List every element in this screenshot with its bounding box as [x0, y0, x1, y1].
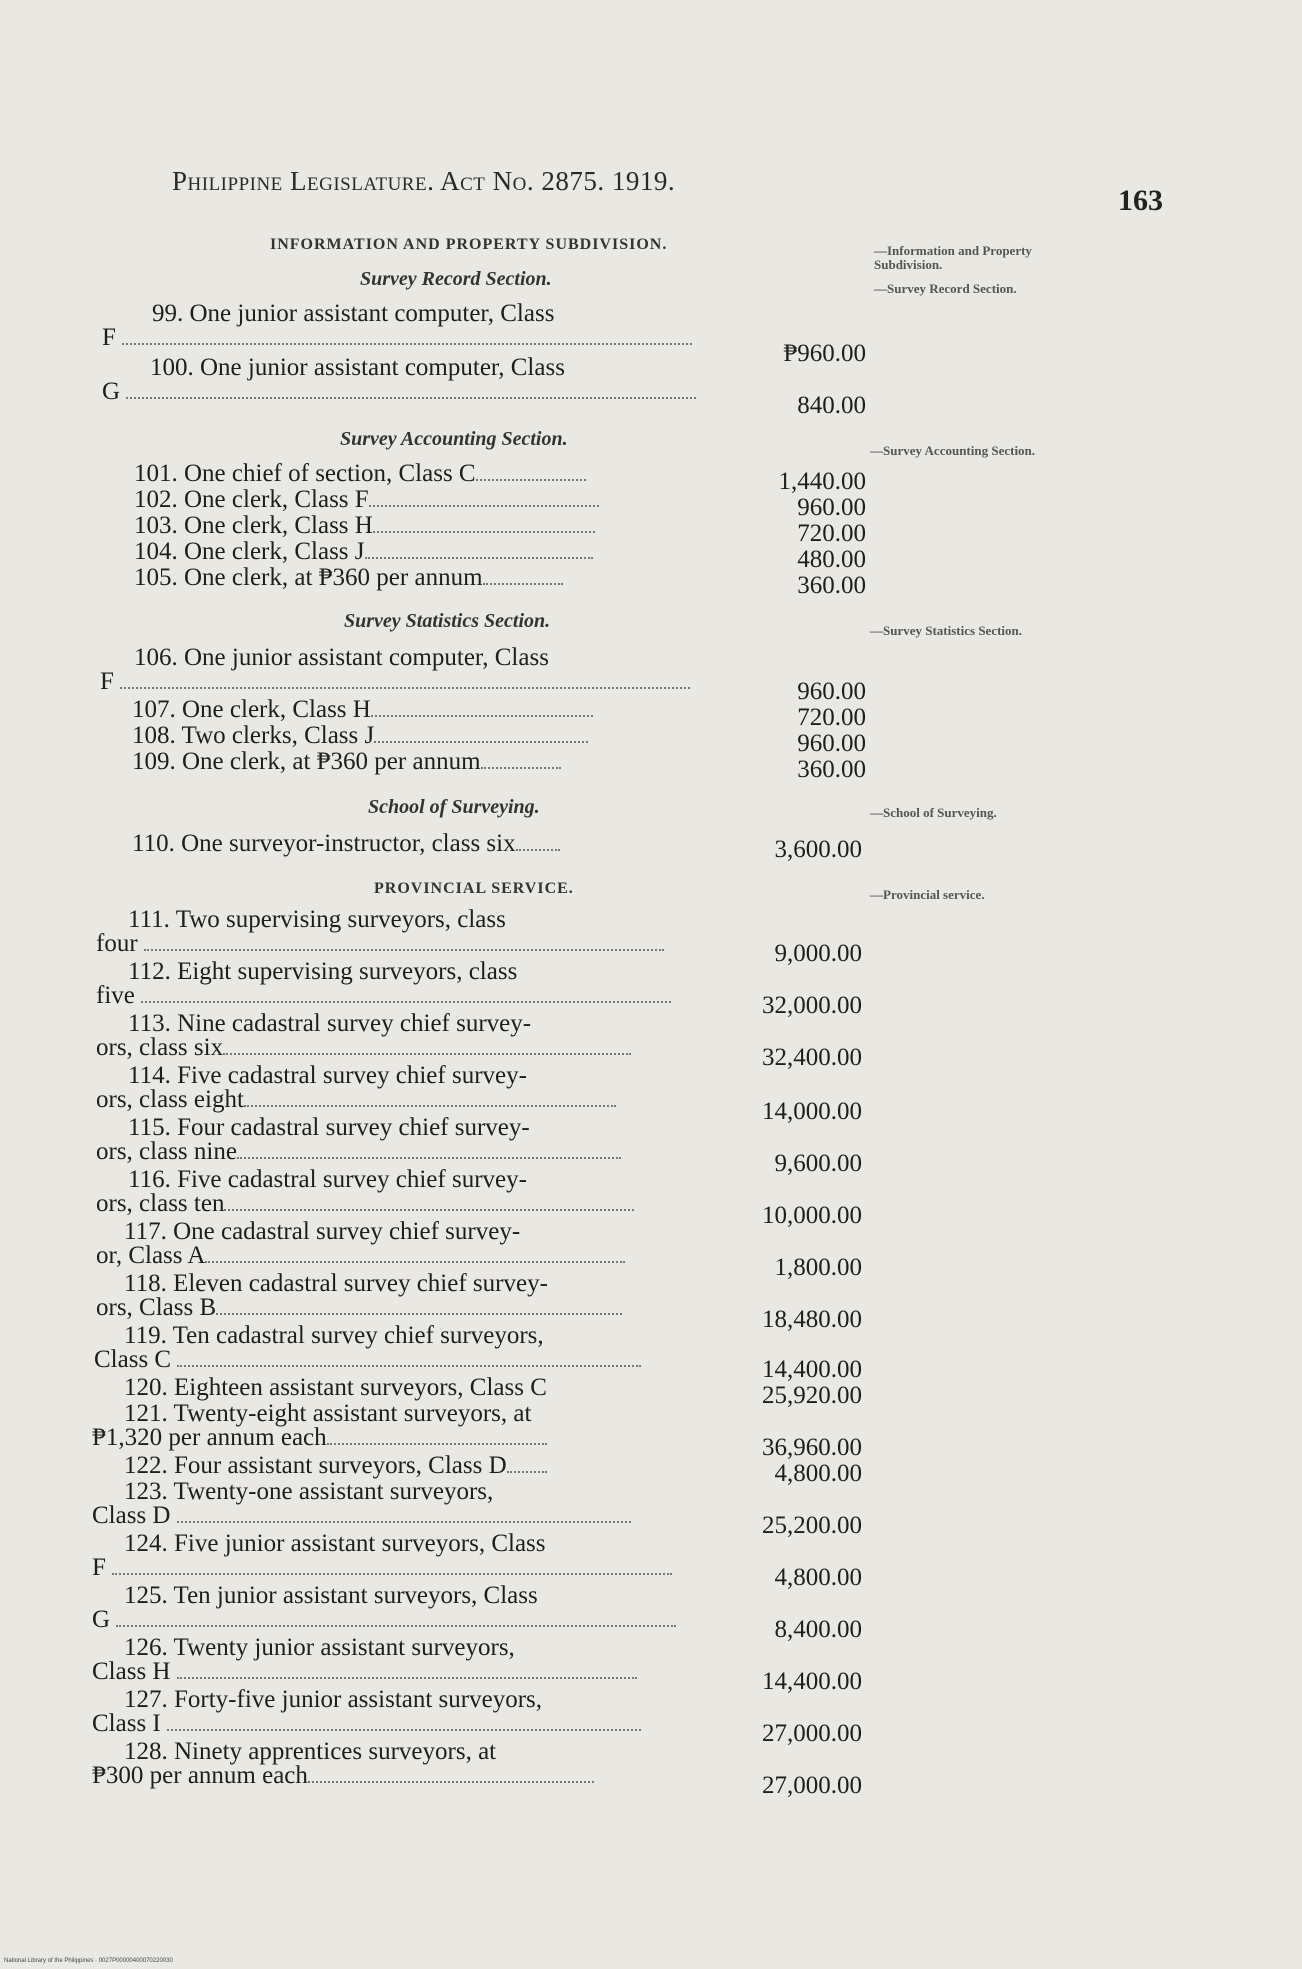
- amount: 10,000.00: [762, 1202, 862, 1229]
- amount: 3,600.00: [774, 836, 862, 863]
- amount: 32,400.00: [762, 1044, 862, 1071]
- amount: 360.00: [797, 572, 866, 599]
- amount: 32,000.00: [762, 992, 862, 1019]
- amount: 36,960.00: [762, 1434, 862, 1461]
- running-head: Philippine Legislature. Act No. 2875. 1919.: [172, 166, 676, 196]
- section-heading-survey-statistics: Survey Statistics Section.: [344, 610, 551, 632]
- amount: 840.00: [797, 392, 866, 419]
- document-page: Philippine Legislature. Act No. 2875. 1919. 163 INFORMATION AND PROPERTY SUBDIVISION. Survey Record Section. Survey Accounting Section. Survey Statistics Section. School of Surveying. PROVINCIAL SERVICE. —Information and Property Subdivision. —Survey Record Section. —Survey Accounting Section. —Survey Statistics Section. —School of Surveying. —Provincial service. 99. One junior assistant computer, Class F ₱960.00 100. One junior assistant computer, Class G 840.00 101. One chief of section, Class C 1,440.00 102. One clerk, Class F 960.00 103. One clerk, Class H 720.00 104. One clerk, Class J 480.00 105. One clerk, at ₱360 per annum 360.00 106. One junior assistant computer, Class F 960.00 107. One clerk, Class H 720.00 108. Two clerks, Class J 960.00 109. One clerk, at ₱360 per annum 360.00 110. One surveyor-instructor, class six 3,600.00 111. Two supervising surveyors, class four 9,000.00 112. Eight supervising surveyors, class five 32,000.00 113. Nine cadastral survey chief survey- ors, class six 32,400.00 114. Five cadastral survey chief survey- ors, class eight 14,000.00 115. Four cadastral survey chief survey- ors, class nine 9,600.00 116. Five cadastral survey chief survey- ors, class ten 10,000.00 117. One cadastral survey chief survey- or, Class A 1,800.00 118. Eleven cadastral survey chief survey- ors, Class B 18,480.00 119. Ten cadastral survey chief surveyors, Class C 14,400.00 120. Eighteen assistant surveyors, Class C 25,920.00 121. Twenty-eight assistant surveyors, at ₱1,320 per annum each 36,960.00 122. Four assistant surveyors, Class D 4,800.00 123. Twenty-one assistant surveyors, Class D 25,200.00 124. Five junior assistant surveyors, Class F 4,800.00 125. Ten junior assistant surveyors, Class G 8,400.00 126. Twenty junior assistant surveyors, Class H 14,400.00 127. Forty-five junior assistant surveyors, Class I 27,000.00 128. Ninety apprentices surveyors, at ₱300 per annum each 27,000.00 National Library of the Philippines · 0027P00000400070220030: [4, 166, 1163, 1964]
- section-heading-survey-accounting: Survey Accounting Section.: [340, 428, 568, 450]
- amount: 27,000.00: [762, 1720, 862, 1747]
- section-heading-school: School of Surveying.: [368, 796, 540, 818]
- amount: 14,000.00: [762, 1098, 862, 1125]
- margin-note-survey-accounting: —Survey Accounting Section.: [870, 443, 1036, 458]
- amount: 25,920.00: [762, 1382, 862, 1409]
- amount: 1,800.00: [774, 1254, 862, 1281]
- margin-note-survey-statistics: —Survey Statistics Section.: [870, 623, 1023, 638]
- margin-note-survey-record: —Survey Record Section.: [874, 281, 1017, 296]
- amount: 14,400.00: [762, 1356, 862, 1383]
- margin-note-info-prop: —Information and Property Subdivision.: [874, 243, 1032, 272]
- margin-note-provincial: —Provincial service.: [870, 887, 985, 902]
- page-number: 163: [1118, 184, 1163, 217]
- margin-note-school: —School of Surveying.: [870, 805, 997, 820]
- amount: 720.00: [797, 704, 866, 731]
- amount: 720.00: [797, 520, 866, 547]
- amount: 960.00: [797, 678, 866, 705]
- amount: 960.00: [797, 494, 866, 521]
- section-heading-survey-record: Survey Record Section.: [360, 268, 552, 290]
- amount: 480.00: [797, 546, 866, 573]
- amount: 4,800.00: [774, 1460, 862, 1487]
- amount: 960.00: [797, 730, 866, 757]
- amount: 1,440.00: [778, 468, 866, 495]
- amount: 8,400.00: [774, 1616, 862, 1643]
- amount: 360.00: [797, 756, 866, 783]
- section-heading-info-prop: INFORMATION AND PROPERTY SUBDIVISION.: [270, 236, 668, 253]
- amount: 9,600.00: [774, 1150, 862, 1177]
- amount: ₱960.00: [783, 340, 866, 367]
- amount: 4,800.00: [774, 1564, 862, 1591]
- amount: 25,200.00: [762, 1512, 862, 1539]
- section-heading-provincial: PROVINCIAL SERVICE.: [374, 880, 574, 897]
- amount: 9,000.00: [774, 940, 862, 967]
- amount: 14,400.00: [762, 1668, 862, 1695]
- amount: 18,480.00: [762, 1306, 862, 1333]
- scan-footer: National Library of the Philippines · 0027P00000400070220030: [4, 1958, 173, 1964]
- amount: 27,000.00: [762, 1772, 862, 1799]
